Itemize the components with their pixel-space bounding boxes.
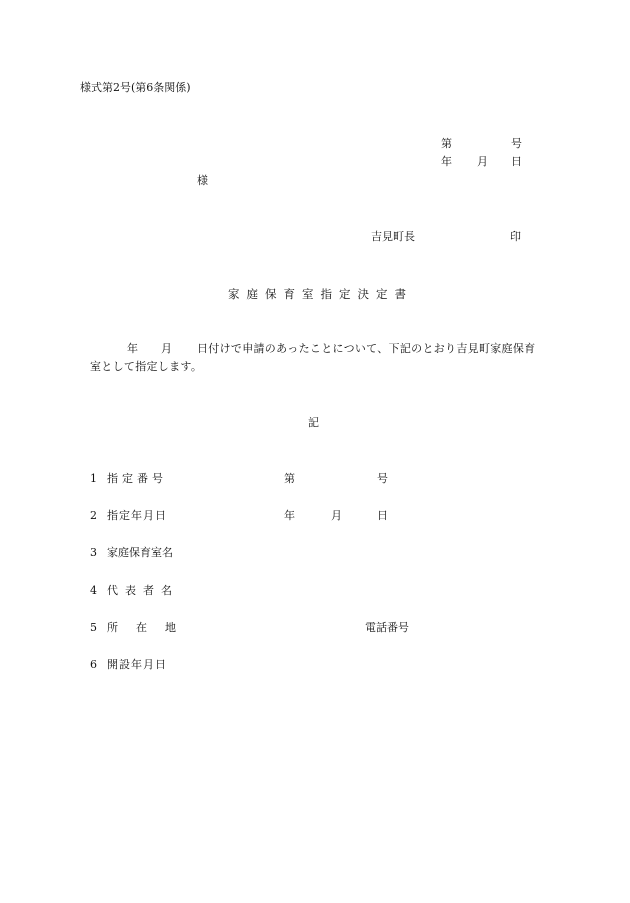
date-year: 年 [441,155,452,168]
designation-number-suffix: 号 [377,472,388,485]
item-number: 5 [90,621,97,634]
body-line-1: 日付けで申請のあったことについて、下記のとおり吉見町家庭保育 [197,342,536,355]
designation-number-prefix: 第 [284,472,295,485]
designation-date-year: 年 [284,509,295,522]
item-label-address: 所在地 [107,621,194,634]
date-day: 日 [511,155,522,168]
body-line-2: 室として指定します。 [90,360,203,373]
form-label: 様式第2号(第6条関係) [80,81,191,94]
issuer-name: 吉見町長 [371,230,415,243]
item-number: 3 [90,546,97,559]
item-label-designation-number: 指定番号 [107,472,167,485]
date-month: 月 [477,155,488,168]
item-number: 2 [90,509,97,522]
item-label-opening-date: 開設年月日 [107,658,167,671]
item-label-nursery-name: 家庭保育室名 [107,546,173,559]
seal-mark: 印 [510,230,521,243]
item-number: 6 [90,658,97,671]
addressee-suffix: 様 [197,174,208,187]
phone-number-label: 電話番号 [365,621,409,634]
item-number: 1 [90,472,97,485]
number-prefix: 第 [441,137,452,150]
item-number: 4 [90,584,97,597]
document-title: 家庭保育室指定決定書 [228,287,413,301]
body-month: 月 [161,342,172,355]
item-label-designation-date: 指定年月日 [107,509,167,522]
ki-heading: 記 [308,416,319,429]
body-year: 年 [127,342,138,355]
item-label-representative: 代表者名 [107,584,179,597]
number-suffix: 号 [511,137,522,150]
designation-date-month: 月 [331,509,342,522]
designation-date-day: 日 [377,509,388,522]
